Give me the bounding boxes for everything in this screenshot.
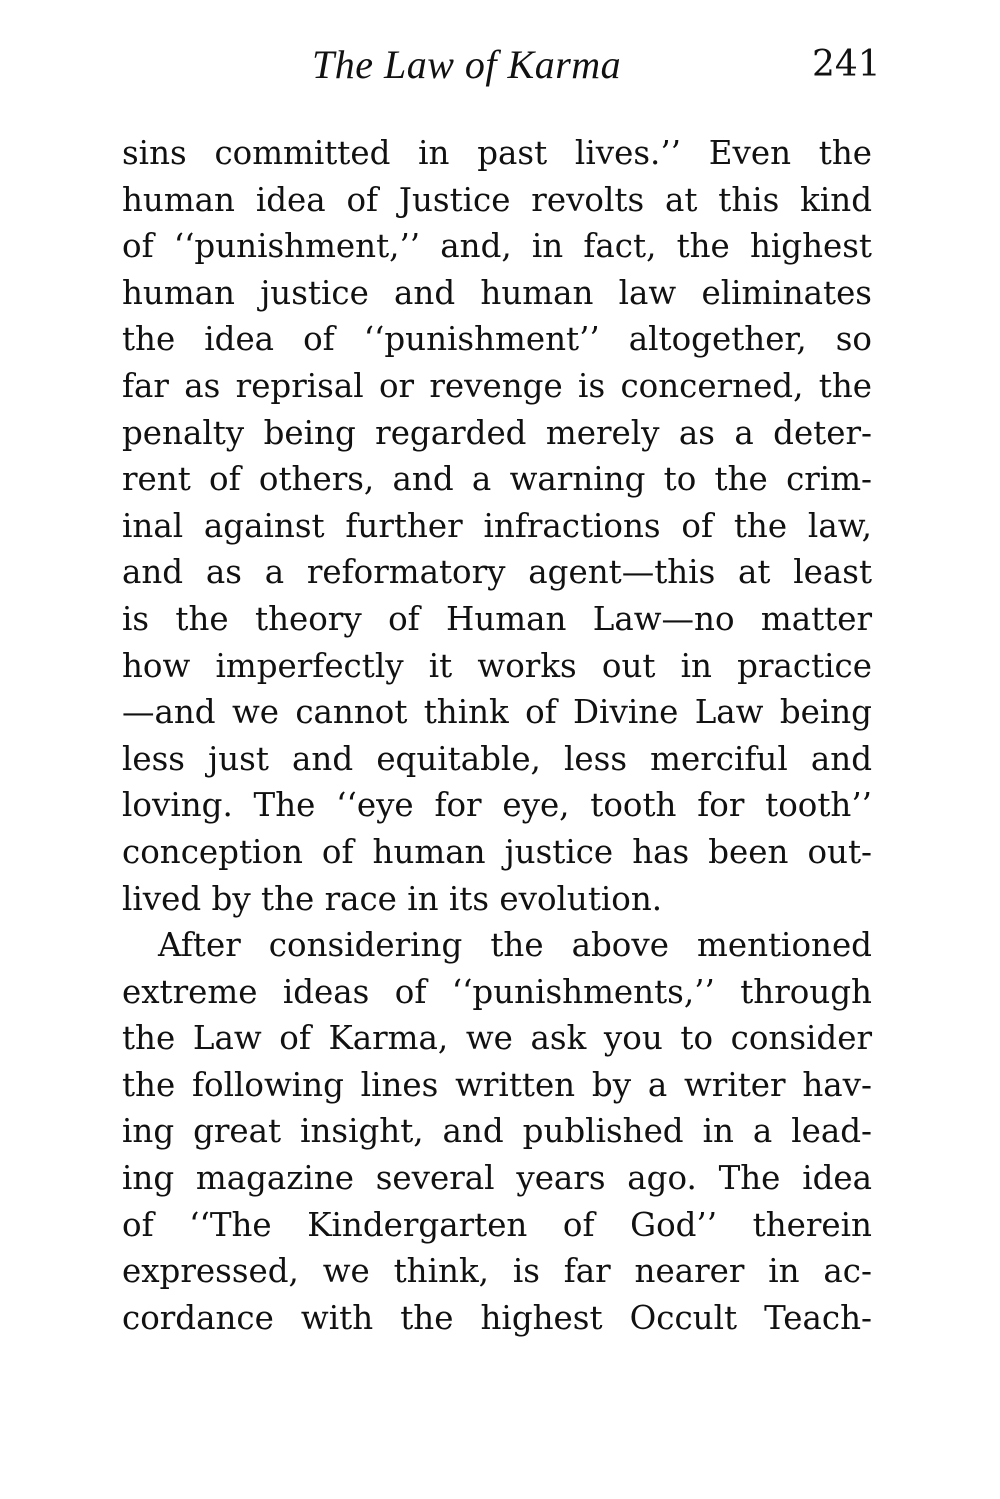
text-line: far as reprisal or revenge is concerned, the — [122, 366, 872, 405]
text-line: the Law of Karma, we ask you to consider — [122, 1019, 872, 1058]
text-line: human justice and human law eliminates — [122, 273, 872, 312]
text-line: lived by the race in its evolution. — [122, 879, 663, 918]
text-line: expressed, we think, is far nearer in ac- — [122, 1252, 872, 1291]
paragraph-1 — [122, 130, 872, 922]
body-text — [122, 130, 872, 1341]
text-line: is the theory of Human Law—no matter — [122, 599, 872, 638]
text-line: of ‘‘punishment,’’ and, in fact, the highest — [122, 227, 872, 266]
text-line: ing magazine several years ago. The idea — [122, 1159, 872, 1198]
text-line: inal against further infractions of the law, — [122, 506, 872, 545]
text-line: sins committed in past lives.’’ Even the — [122, 134, 872, 172]
text-line: cordance with the highest Occult Teach- — [122, 1298, 872, 1337]
text-line: After considering the above mentioned — [158, 926, 872, 965]
text-line: extreme ideas of ‘‘punishments,’’ through — [122, 972, 872, 1011]
text-line: of ‘‘The Kindergarten of God’’ therein — [122, 1205, 872, 1244]
text-line: how imperfectly it works out in practice — [122, 646, 872, 685]
paragraph-2 — [122, 922, 872, 1341]
text-line: loving. The ‘‘eye for eye, tooth for tooth’’ — [122, 786, 872, 825]
text-line: penalty being regarded merely as a deter- — [122, 413, 872, 452]
text-line: conception of human justice has been out- — [122, 832, 872, 871]
text-line: the idea of ‘‘punishment’’ altogether, so — [122, 320, 872, 359]
running-title: The Law of Karma — [312, 42, 622, 87]
text-line: human idea of Justice revolts at this kind — [122, 180, 872, 219]
text-line: —and we cannot think of Divine Law being — [122, 693, 872, 732]
text-line: rent of others, and a warning to the crim- — [122, 460, 872, 499]
text-line: the following lines written by a writer hav- — [122, 1065, 872, 1104]
text-line: and as a reformatory agent—this at least — [122, 553, 872, 592]
page-number: 241 — [812, 44, 881, 85]
text-line: less just and equitable, less merciful and — [122, 739, 872, 778]
text-line: ing great insight, and published in a lead- — [122, 1112, 872, 1151]
